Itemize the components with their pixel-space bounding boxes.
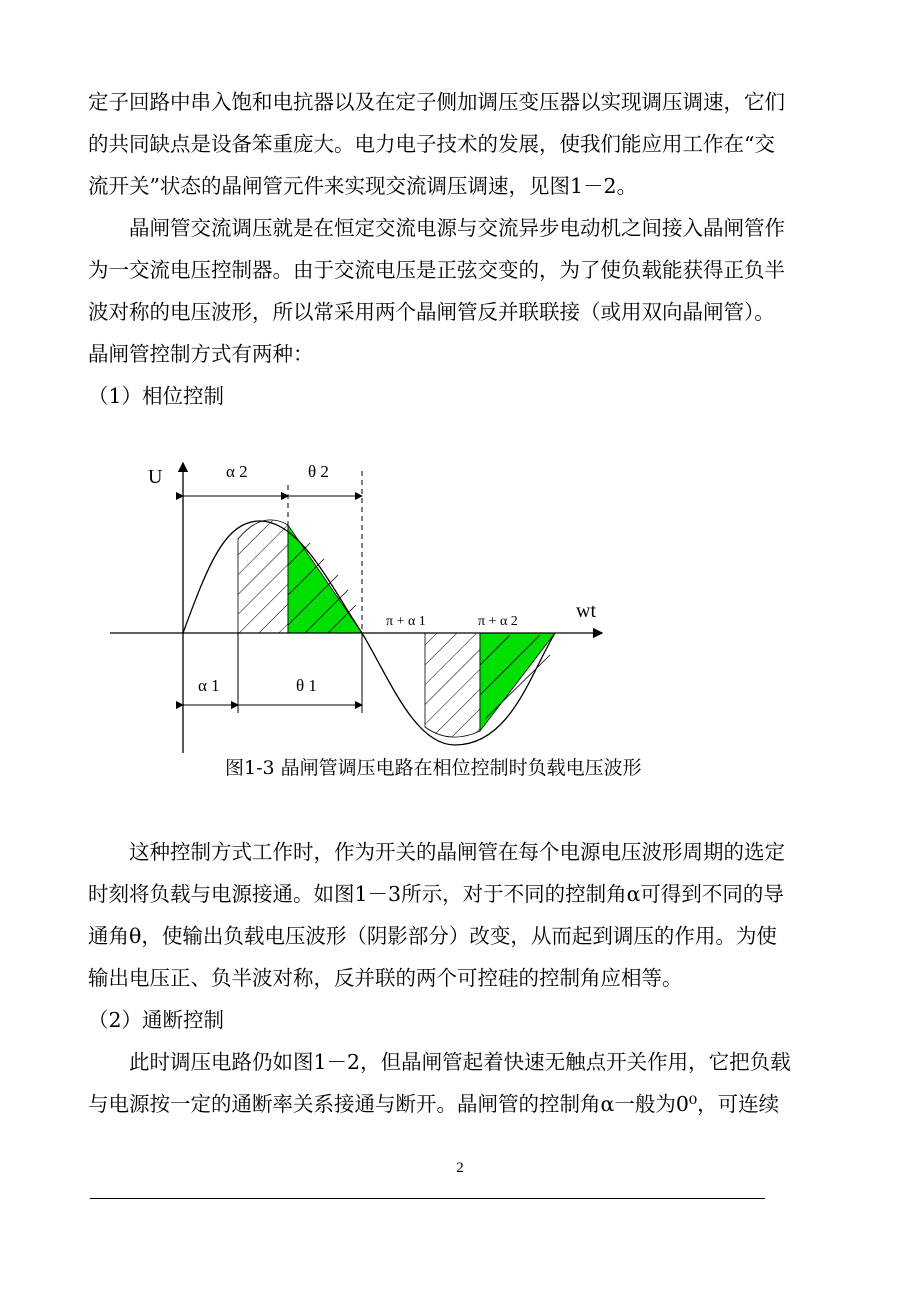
footer-rule (90, 1198, 765, 1199)
x-axis-label: wt (576, 600, 596, 622)
pi-alpha2-label: π + α 2 (478, 614, 518, 629)
text-line: 定子回路中串入饱和电抗器以及在定子侧加调压变压器以实现调压调速，它们 (88, 90, 785, 114)
text-line: 晶闸管交流调压就是在恒定交流电源与交流异步电动机之间接入晶闸管作 (88, 216, 785, 240)
page-number: 2 (456, 1160, 464, 1176)
alpha1-label: α 1 (198, 676, 220, 695)
hatch-region-negative (425, 633, 480, 737)
text-line: 流开关”状态的晶闸管元件来实现交流调压调速，见图1－2。 (88, 174, 638, 198)
pi-alpha1-label: π + α 1 (386, 614, 426, 629)
text-line: 时刻将负载与电源接通。如图1－3所示，对于不同的控制角α可得到不同的导 (88, 882, 784, 906)
theta1-label: θ 1 (296, 676, 317, 695)
text-line: 通角θ，使输出负载电压波形（阴影部分）改变，从而起到调压的作用。为使 (88, 924, 777, 948)
theta2-label: θ 2 (308, 462, 329, 481)
text-line: 波对称的电压波形，所以常采用两个晶闸管反并联联接（或用双向晶闸管）。 (88, 300, 775, 324)
waveform-figure (100, 455, 620, 755)
text-line: 与电源按一定的通断率关系接通与断开。晶闸管的控制角α一般为0⁰，可连续 (88, 1092, 780, 1116)
hatch-region-positive (238, 520, 288, 633)
section-heading: （1）相位控制 (88, 384, 225, 408)
text-line: 晶闸管控制方式有两种： (88, 342, 314, 366)
text-line: 这种控制方式工作时，作为开关的晶闸管在每个电源电压波形周期的选定 (88, 840, 785, 864)
y-axis-label: U (148, 466, 163, 488)
text-line: 为一交流电压控制器。由于交流电压是正弦交变的，为了使负载能获得正负半 (88, 258, 785, 282)
text-line: 输出电压正、负半波对称，反并联的两个可控硅的控制角应相等。 (88, 966, 683, 990)
text-line: 的共同缺点是设备笨重庞大。电力电子技术的发展，使我们能应用工作在“交 (88, 132, 775, 156)
text-line: 此时调压电路仍如图1－2，但晶闸管起着快速无触点开关作用，它把负载 (88, 1050, 791, 1074)
alpha2-label: α 2 (226, 462, 248, 481)
section-heading: （2）通断控制 (88, 1008, 225, 1032)
conduction-region-negative (480, 633, 555, 731)
figure-caption: 图1-3 晶闸管调压电路在相位控制时负载电压波形 (225, 757, 642, 779)
